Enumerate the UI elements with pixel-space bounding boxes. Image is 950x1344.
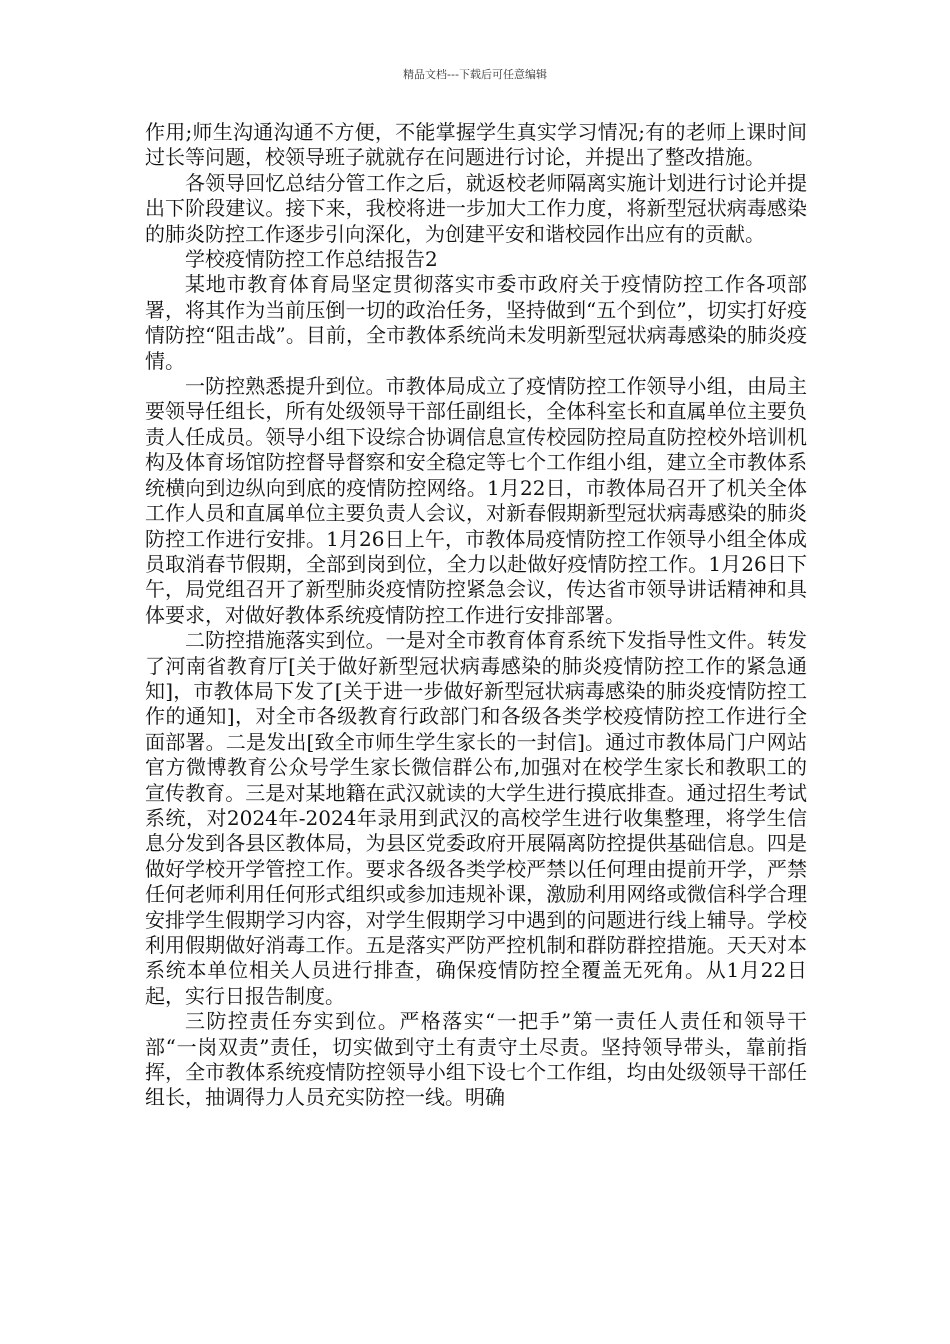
paragraph: 三防控责任夯实到位。严格落实“一把手”第一责任人责任和领导干部“一岗双责”责任，切实做到守土有责守土尽责。坚持领导带头，靠前指挥，全市教体系统疫情防控领导小组下设七个工作组，均由处级领导干部任组长，抽调得力人员充实防控一线。明确 [145,1009,807,1110]
page-header: 精品文档---下载后可任意编辑 [403,68,547,81]
paragraph: 二防控措施落实到位。一是对全市教育体育系统下发指导性文件。转发了河南省教育厅[关于做好新型冠状病毒感染的肺炎疫情防控工作的紧急通知]，市教体局下发了[关于进一步做好新型冠状病毒感染的肺炎疫情防控工作的通知]，对全市各级教育行政部门和各级各类学校疫情防控工作进行全面部署。二是发出[致全市师生学生家长的一封信]。通过市教体局门户网站官方微博教育公众号学生家长微信群公布,加强对在校学生家长和教职工的宣传教育。三是对某地籍在武汉就读的大学生进行摸底排查。通过招生考试系统，对2024年-2024年录用到武汉的高校学生进行收集整理，将学生信息分发到各县区教体局，为县区党委政府开展隔离防控提供基础信息。四是做好学校开学管控工作。要求各级各类学校严禁以任何理由提前开学，严禁任何老师利用任何形式组织或参加违规补课，激励利用网络或微信科学合理安排学生假期学习内容，对学生假期学习中遇到的问题进行线上辅导。学校利用假期做好消毒工作。五是落实严防严控机制和群防群控措施。天天对本系统本单位相关人员进行排查，确保疫情防控全覆盖无死角。从1月22日起，实行日报告制度。 [145,628,807,1008]
paragraph: 某地市教育体育局坚定贯彻落实市委市政府关于疫情防控工作各项部署，将其作为当前压倒一切的政治任务，坚持做到“五个到位”，切实打好疫情防控“阻击战”。目前，全市教体系统尚未发明新型冠状病毒感染的肺炎疫情。 [145,272,807,373]
paragraph: 各领导回忆总结分管工作之后，就返校老师隔离实施计划进行讨论并提出下阶段建议。接下来，我校将进一步加大工作力度，将新型冠状病毒感染的肺炎防控工作逐步引向深化，为创建平安和谐校园作出应有的贡献。 [145,170,807,246]
paragraph-continuation: 作用;师生沟通沟通不方便，不能掌握学生真实学习情况;有的老师上课时间过长等问题，校领导班子就就存在问题进行讨论，并提出了整改措施。 [145,120,807,170]
paragraph: 一防控熟悉提升到位。市教体局成立了疫情防控工作领导小组，由局主要领导任组长，所有处级领导干部任副组长，全体科室长和直属单位主要负责人任成员。领导小组下设综合协调信息宣传校园防控局直防控校外培训机构及体育场馆防控督导督察和安全稳定等七个工作组小组，建立全市教体系统横向到边纵向到底的疫情防控网络。1月22日，市教体局召开了机关全体工作人员和直属单位主要负责人会议，对新春假期新型冠状病毒感染的肺炎防控工作进行安排。1月26日上午，市教体局疫情防控工作领导小组全体成员取消春节假期，全部到岗到位，全力以赴做好疫情防控工作。1月26日下午，局党组召开了新型肺炎疫情防控紧急会议，传达省市领导讲话精神和具体要求，对做好教体系统疫情防控工作进行安排部署。 [145,374,807,627]
document-body [145,120,807,1111]
section-title: 学校疫情防控工作总结报告2 [185,247,438,272]
